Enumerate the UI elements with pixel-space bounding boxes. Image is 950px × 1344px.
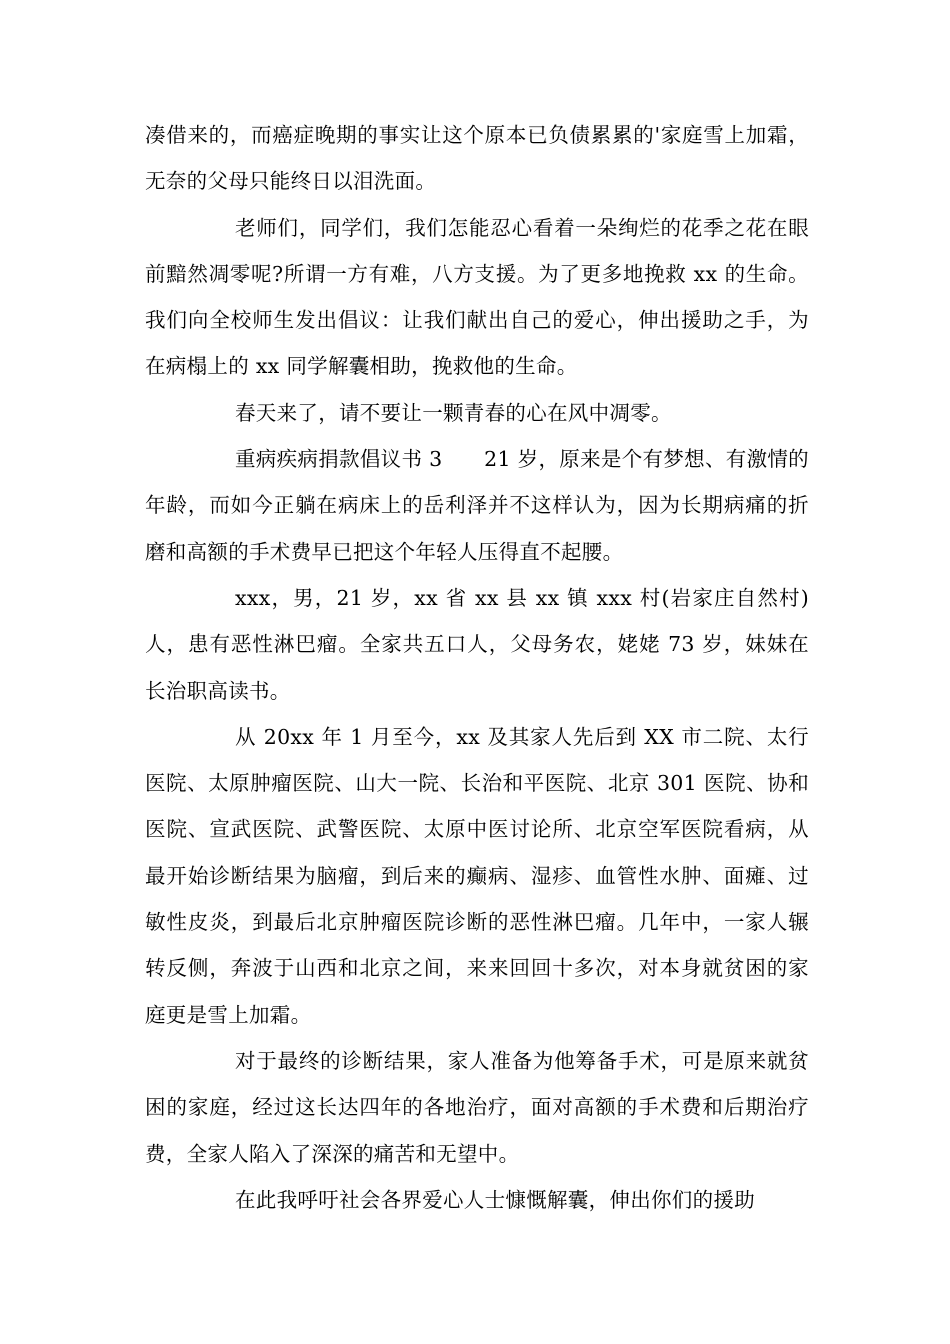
document-body xyxy=(145,112,809,1223)
paragraph-6: 从 20xx 年 1 月至今，xx 及其家人先后到 XX 市二院、太行医院、太原肿瘤医院、山大一院、长治和平医院、北京 301 医院、协和医院、宣武医院、武警医院、太原中医讨论所、北京空军医院看病，从最开始诊断结果为脑瘤，到后来的癫病、湿疹、血管性水肿、面瘫、过敏性皮炎，到最后北京肿瘤医院诊断的恶性淋巴瘤。几年中，一家人辗转反侧，奔波于山西和北京之间，来来回回十多次，对本身就贫困的家庭更是雪上加霜。 xyxy=(145,724,809,1027)
paragraph-4: 重病疾病捐款倡议书 3 21 岁，原来是个有梦想、有激情的年龄，而如今正躺在病床上的岳利泽并不这样认为，因为长期病痛的折磨和高额的手术费早已把这个年轻人压得直不起腰。 xyxy=(145,447,809,564)
paragraph-3: 春天来了，请不要让一颗青春的心在风中凋零。 xyxy=(235,400,672,425)
paragraph-2: 老师们，同学们，我们怎能忍心看着一朵绚烂的花季之花在眼前黯然凋零呢?所谓一方有难，八方支援。为了更多地挽救 xx 的生命。我们向全校师生发出倡议：让我们献出自己的爱心，伸出援助之手，为在病榻上的 xx 同学解囊相助，挽救他的生命。 xyxy=(145,215,809,379)
paragraph-1: 凑借来的，而癌症晚期的事实让这个原本已负债累累的'家庭雪上加霜，无奈的父母只能终日以泪洗面。 xyxy=(145,123,809,194)
paragraph-8: 在此我呼吁社会各界爱心人士慷慨解囊，伸出你们的援助 xyxy=(235,1187,755,1212)
paragraph-7: 对于最终的诊断结果，家人准备为他筹备手术，可是原来就贫困的家庭，经过这长达四年的各地治疗，面对高额的手术费和后期治疗费，全家人陷入了深深的痛苦和无望中。 xyxy=(145,1048,809,1166)
paragraph-5: xxx，男，21 岁，xx 省 xx 县 xx 镇 xxx 村(岩家庄自然村)人，患有恶性淋巴瘤。全家共五口人，父母务农，姥姥 73 岁，妹妹在长治职高读书。 xyxy=(145,585,809,703)
